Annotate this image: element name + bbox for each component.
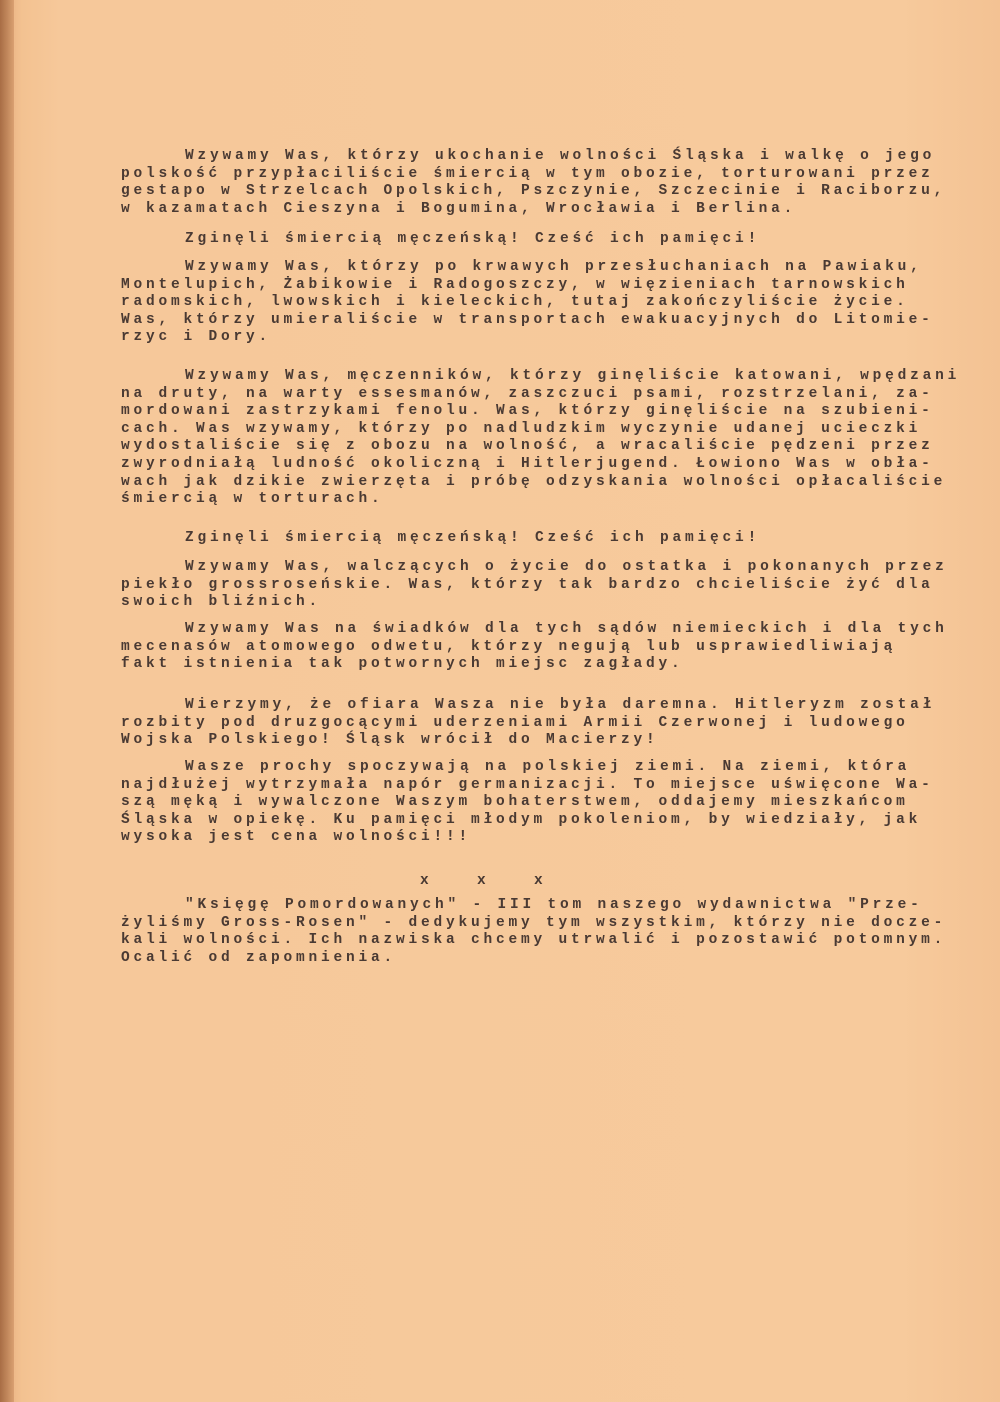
text-line: zwyrodniałą ludność okoliczną i Hitlerjugend. Łowiono Was w obła- (121, 455, 934, 472)
text-line: Wierzymy, że ofiara Wasza nie była daremna. Hitleryzm został (185, 697, 936, 713)
text-line: śmiercią w torturach. (121, 491, 384, 508)
text-line: mecenasów atomowego odwetu, którzy negują lub usprawiedliwiają (121, 638, 897, 655)
text-line: rzyc i Dory. (121, 329, 272, 346)
separator-mark: x (420, 873, 429, 889)
paragraph-5 (121, 530, 760, 548)
text-line: Śląska w opiekę. Ku pamięci młodym pokoleniom, by wiedziały, jak (121, 811, 922, 828)
text-line: mordowani zastrzykami fenolu. Was, którzy ginęliście na szubieni- (121, 403, 934, 420)
text-line: Wzywamy Was, męczenników, którzy ginęliście katowani, wpędzani (185, 368, 961, 384)
separator-mark: x (477, 873, 486, 889)
text-line: Zginęli śmiercią męczeńską! Cześć ich pamięci! (185, 530, 761, 546)
text-line: wysoka jest cena wolności!!! (121, 829, 472, 846)
text-line: wydostaliście się z obozu na wolność, a wracaliście pędzeni przez (121, 438, 934, 455)
paragraph-2 (121, 231, 760, 249)
text-line: rozbity pod druzgocącymi uderzeniami Armii Czerwonej i ludowego (121, 714, 909, 731)
paragraph-10 (121, 897, 946, 967)
text-line: Wzywamy Was na świadków dla tych sądów niemieckich i dla tych (185, 621, 948, 637)
text-line: Wojska Polskiego! Śląsk wrócił do Macierzy! (121, 732, 659, 749)
text-line: Was, którzy umieraliście w transportach ewakuacyjnych do Litomie- (121, 311, 934, 328)
text-line: najdłużej wytrzymała napór germanizacji. To miejsce uświęcone Wa- (121, 776, 934, 793)
paragraph-1 (121, 148, 946, 218)
text-line: Ocalić od zapomnienia. (121, 949, 397, 966)
text-line: Wzywamy Was, walczących o życie do ostatka i pokonanych przez (185, 559, 948, 575)
text-line: cach. Was wzywamy, którzy po nadludzkim wyczynie udanej ucieczki (121, 420, 922, 437)
text-line: Wasze prochy spoczywają na polskiej ziemi. Na ziemi, która (185, 759, 911, 775)
text-line: w kazamatach Cieszyna i Bogumina, Wrocławia i Berlina. (121, 200, 797, 217)
text-line: radomskich, lwowskich i kieleckich, tutaj zakończyliście życie. (121, 294, 909, 311)
text-line: polskość przypłaciliście śmiercią w tym obozie, torturowani przez (121, 165, 934, 182)
text-line: na druty, na warty essesmanów, zaszczuci psami, rozstrzelani, za- (121, 385, 934, 402)
text-line: swoich bliźnich. (121, 594, 322, 611)
section-separator (420, 873, 591, 891)
paragraph-6 (121, 559, 948, 612)
text-line: wach jak dzikie zwierzęta i próbę odzyskania wolności opłacaliście (121, 473, 947, 490)
text-line: Wzywamy Was, którzy po krwawych przesłuchaniach na Pawiaku, (185, 259, 923, 275)
text-line: piekło grossroseńskie. Was, którzy tak bardzo chcieliście żyć dla (121, 576, 934, 593)
separator-mark: x (534, 873, 543, 889)
text-line: kali wolności. Ich nazwiska chcemy utrwalić i pozostawić potomnym. (121, 932, 947, 949)
text-line: fakt istnienia tak potwornych miejsc zagłady. (121, 656, 684, 673)
text-line: żyliśmy Gross-Rosen" - dedykujemy tym wszystkim, którzy nie docze- (121, 914, 947, 931)
paragraph-3 (121, 259, 934, 347)
text-line: Zginęli śmiercią męczeńską! Cześć ich pamięci! (185, 231, 761, 247)
text-line: Wzywamy Was, którzy ukochanie wolności Śląska i walkę o jego (185, 148, 936, 164)
text-line: gestapo w Strzelcach Opolskich, Pszczynie, Szczecinie i Raciborzu, (121, 183, 947, 200)
paragraph-7 (121, 621, 948, 674)
text-line: szą męką i wywalczone Waszym bohaterstwem, oddajemy mieszkańcom (121, 794, 909, 811)
paragraph-4 (121, 368, 960, 509)
paragraph-9 (121, 759, 934, 847)
text-line: "Księgę Pomordowanych" - III tom naszego wydawnictwa "Prze- (185, 897, 923, 913)
text-line: Montelupich, Żabikowie i Radogoszczy, w więzieniach tarnowskich (121, 276, 909, 293)
paragraph-8 (121, 697, 935, 750)
